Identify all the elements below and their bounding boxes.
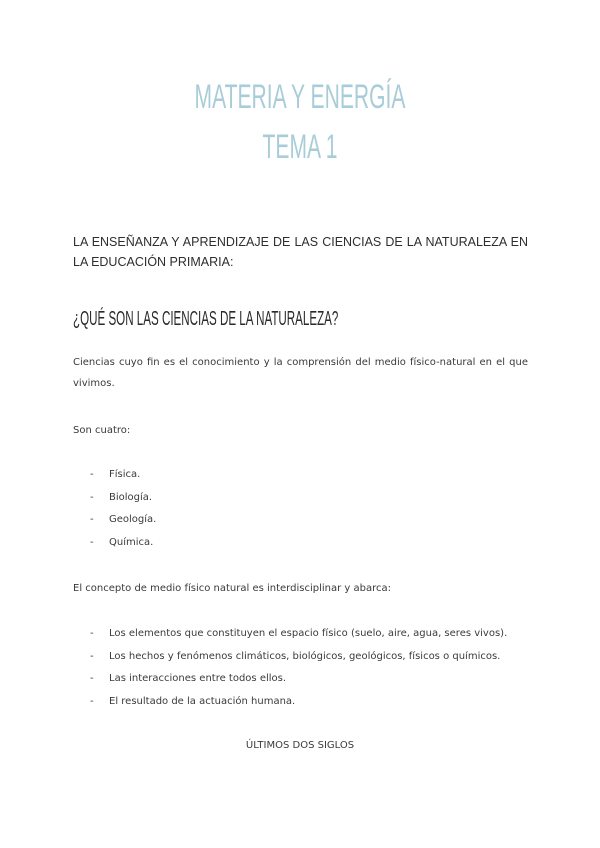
list-item-text: Física. (109, 469, 141, 480)
list-item (90, 668, 507, 691)
definition-paragraph: Ciencias cuyo fin es el conocimiento y la comprensión del medio físico-natural en el que vivimos. (73, 357, 528, 389)
bullet-dash: - (90, 514, 94, 526)
list-item-text: Las interacciones entre todos ellos. (109, 673, 287, 685)
list-item-text: Los elementos que constituyen el espacio físico (suelo, aire, agua, seres vivos). (109, 628, 508, 639)
concept-list (90, 623, 507, 714)
list-item-text: El resultado de la actuación humana. (109, 696, 296, 708)
list-item-text: Los hechos y fenómenos climáticos, biológicos, geológicos, físicos o químicos. (109, 650, 501, 662)
bullet-dash: - (90, 628, 94, 639)
lead-heading: LA ENSEÑANZA Y APRENDIZAJE DE LAS CIENCIAS DE LA NATURALEZA EN LA EDUCACIÓN PRIMARIA: (73, 235, 528, 269)
list-item (90, 464, 156, 487)
concept-paragraph: El concepto de medio físico natural es interdisciplinar y abarca: (73, 583, 391, 594)
list-item-text: Biología. (109, 491, 153, 503)
sciences-list (90, 464, 156, 555)
list-item-text: Geología. (109, 514, 157, 526)
bullet-dash: - (90, 673, 94, 685)
document-subtitle: TEMA 1 (262, 128, 338, 166)
bullet-dash: - (90, 491, 94, 503)
list-item (90, 691, 507, 714)
closing-heading: ÚLTIMOS DOS SIGLOS (245, 740, 355, 751)
bullet-dash: - (90, 696, 94, 708)
list-item (90, 532, 156, 555)
count-paragraph: Son cuatro: (73, 425, 131, 436)
document-title: MATERIA Y ENERGÍA (194, 78, 406, 116)
bullet-dash: - (90, 469, 94, 480)
list-item (90, 623, 507, 646)
list-item (90, 646, 507, 669)
list-item (90, 487, 156, 510)
bullet-dash: - (90, 537, 94, 549)
bullet-dash: - (90, 650, 94, 662)
section-heading: ¿QUÉ SON LAS CIENCIAS DE LA NATURALEZA? (73, 308, 339, 330)
list-item-text: Química. (109, 537, 154, 549)
list-item (90, 509, 156, 532)
